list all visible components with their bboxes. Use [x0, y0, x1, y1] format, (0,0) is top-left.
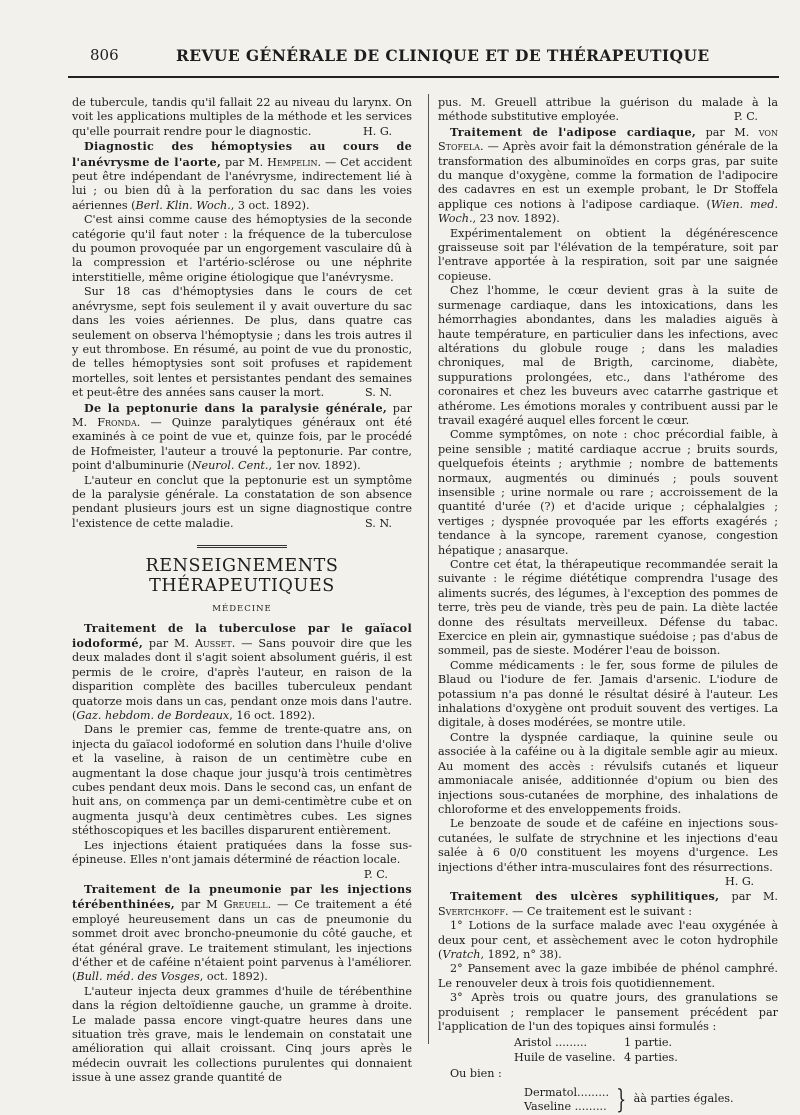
citation: Neurol. Cent. [191, 459, 269, 473]
section-separator [197, 545, 287, 550]
formula-ingredient: Dermatol......... [524, 1085, 610, 1099]
section-title: RENSEIGNEMENTS THÉRAPEUTIQUES [145, 556, 339, 597]
paragraph: Contre cet état, la thérapeutique recommandée serait la suivante : le régime diététique comprendra l'usage des aliments sucrés, des légumes, à l'exception des pommes de terre, très peu de viande, très peu de pain. La diète lactée donne des résultats merveilleux. Défense du tabac. Exercice en plein air, gymnastique suédoise ; pas d'abus de sommeil, pas de sieste. Modérer l'eau de boisson. [438, 558, 778, 658]
formula-ingredient: Aristol ......... [514, 1036, 588, 1050]
author: Hempelin. [267, 155, 322, 169]
article-title: Traitement de la pneumonie par les injections térébenthinées, [72, 881, 412, 912]
article-gaiacol: Traitement de la tuberculose par le gaïacol iodoformé, par M. Ausset. — Sans pouvoir dire que les deux malades dont il s'agit soient absolument guéris, il est permis de le croire, d'après l'auteur, en raison de la disparition complète des bacilles tuberculeux pendant quatorze mois dans un cas, pendant onze mois dans l'autre. (Gaz. hebdom. de Bordeaux, 16 oct. 1892). [72, 620, 412, 723]
page-header [80, 44, 780, 74]
paragraph: Expérimentalement on obtient la dégénérescence graisseuse soit par l'élévation de la température, soit par l'entrave apportée à la respiration, soit par une saignée copieuse. [438, 226, 778, 283]
formula-ingredient: Vaseline ......... [524, 1099, 607, 1113]
paragraph: de tubercule, tandis qu'il fallait 22 au niveau du larynx. On voit les applications multiples de la méthode et les services qu'elle pourrait rendre pour le diagnostic. H. G. [72, 96, 412, 138]
running-title: REVUE GÉNÉRALE DE CLINIQUE ET DE THÉRAPEUTIQUE [176, 46, 710, 65]
left-column [72, 96, 412, 1086]
author: Svertchkoff. [438, 904, 509, 918]
citation: Bull. méd. des Vosges [76, 970, 200, 984]
citation: Wien. med. Woch. [438, 197, 778, 226]
signature: S. N. [364, 516, 392, 530]
formula-ingredient: Huile de vaseline. [514, 1050, 616, 1064]
author: Fronda. [97, 415, 141, 429]
article-title: Diagnostic des hémoptysies au cours de l'anévrysme de l'aorte, [72, 139, 412, 169]
paragraph: Contre la dyspnée cardiaque, la quinine seule ou associée à la caféine ou à la digitale semble agir au mieux. Au moment des accès : révulsifs cutanés et liqueur ammoniacale anisée, additionnée d'opium ou bien des injections sous-cutanées de morphine, des inhalations de chloroforme et des enveloppements froids. [438, 730, 778, 816]
brace-symbol: } [616, 1084, 627, 1115]
paragraph: Sur 18 cas d'hémoptysies dans le cours de cet anévrysme, sept fois seulement il y avait ouverture du sac dans les voies aériennes. De plus, dans quatre cas seulement on observa l'hémoptysie ; dans les trois autres il y eut thrombose. En résumé, au point de vue du pronostic, de telles hémoptysies sont soit profuses et rapidement mortelles, soit lentes et persistantes pendant des semaines et peut-être des années sans causer la mort. S. N. [72, 285, 412, 400]
author: Ausset. [194, 637, 236, 650]
article-adipose-cardiaque: Traitement de l'adipose cardiaque, par M. von Stofela. — Après avoir fait la démonstration générale de la transformation des albuminoïdes en corps gras, par suite du manque d'oxygène, comme la formation de l'adipocire des cadavres en est un exemple probant, le Dr Stoffela applique ces notions à l'adipose cardiaque. (Wien. med. Woch., 23 nov. 1892). [438, 124, 778, 226]
article-ulceres-syphilitiques: Traitement des ulcères syphilitiques, par M. Svertchkoff. — Ce traitement est le suivant : [438, 889, 778, 918]
paragraph: Comme médicaments : le fer, sous forme de pilules de Blaud ou l'iodure de fer. Jamais d'arsenic. L'iodure de potassium n'a pas donné le résultat désiré à l'auteur. Les inhalations d'oxygène ont produit souvent des vertiges. La digitale, à doses modérées, se montre utile. [438, 658, 778, 730]
author: Greuell. [223, 898, 272, 912]
paragraph: Les injections étaient pratiquées dans la fosse sus-épineuse. Elles n'ont jamais déterminé de réaction locale. [72, 838, 412, 867]
article-pneumonie: Traitement de la pneumonie par les injections térébenthinées, par M Greuell. — Ce traitement a été employé heureusement dans un cas de pneumonie du sommet droit avec broncho-pneumonie du côté gauche, et état général grave. Le traitement stimulant, les injections d'éther et de caféine n'étaient point parvenus à l'améliorer. (Bull. méd. des Vosges, oct. 1892). [72, 881, 412, 984]
article-peptonurie: De la peptonurie dans la paralysie générale, par M. Fronda. — Quinze paralytiques généraux ont été examinés à ce point de vue et, quinze fois, par le procédé de Hofmeister, l'auteur a trouvé la peptonurie. Par contre, point d'albuminurie (Neurol. Cent., 1er nov. 1892). [72, 400, 412, 473]
author: von Stofela. [438, 125, 778, 154]
paragraph: Dans le premier cas, femme de trente-quatre ans, on injecta du gaïacol iodoformé en solution dans l'huile d'olive et la vaseline, à raison de un centimètre cube en augmentant la dose chaque jour jusqu'à trois centimètres cubes pendant deux mois. Dans le second cas, un enfant de huit ans, on commença par un demi-centimètre cube et on augmenta jusqu'à deux centimètres cubes. Les signes stéthoscopiques et les bacilles disparurent entièrement. [72, 723, 412, 838]
article-title: Traitement de la tuberculose par le gaïacol iodoformé, [72, 620, 412, 650]
header-rule [68, 76, 779, 78]
signature: H. G. [363, 124, 392, 138]
paragraph: L'auteur injecta deux grammes d'huile de térébenthine dans la région deltoïdienne gauche, un gramme à droite. Le malade passa encore vingt-quatre heures dans une situation très grave, mais le lendemain on constatait une amélioration qui allait croissant. Cinq jours après le médecin ouvrait les collections purulentes qui donnaient issue à une assez grande quantité de [72, 984, 412, 1085]
formula-dermatol [524, 1086, 778, 1114]
right-column [438, 96, 778, 1114]
paragraph: Comme symptômes, on note : choc précordial faible, à peine sensible ; matité cardiaque accrue ; bruits sourds, quelquefois éteints ; arythmie ; nombre de battements normaux, augmentés ou diminués ; pouls souvent insensible ; urine normale ou rare ; accroissement de la quantité d'urée (?) et d'acide urique ; céphalalgies ; vertiges ; dyspnée provoquée par les efforts exagérés ; tendance à la syncope, rarement cyanose, congestion hépatique ; anasarque. [438, 428, 778, 557]
citation: Vratch [442, 947, 481, 961]
formula-quantity: 1 partie. [624, 1036, 673, 1050]
section-subtitle: MÉDECINE [212, 604, 272, 615]
formula-aristol [514, 1036, 778, 1065]
paragraph: L'auteur en conclut que la peptonurie est un symptôme de la paralysie générale. La constatation de son absence pendant plusieurs jours est un signe diagnostique contre l'existence de cette maladie. S. N. [72, 473, 412, 530]
paragraph: Le benzoate de soude et de caféine en injections sous-cutanées, le sulfate de strychnine et les injections d'eau salée à 6 0/0 constituent les moyens d'urgence. Les injections d'éther intra-musculaires font des résurrections. [438, 817, 778, 874]
paragraph: C'est ainsi comme cause des hémoptysies de la seconde catégorie qu'il faut noter : la fréquence de la tuberculose du poumon provoquée par un engorgement vasculaire dû à la compression et l'artério-sclérose ou une néphrite interstitielle, même origine étiologique que l'anévrysme. [72, 213, 412, 284]
column-divider [428, 94, 429, 1044]
list-item: 3° Après trois ou quatre jours, des granulations se produisent ; remplacer le pansement précédent par l'application de l'un des topiques ainsi formulés : [438, 991, 778, 1033]
signature: P. C. [733, 110, 758, 124]
formula-quantity: 4 parties. [624, 1050, 678, 1064]
signature: P. C. [363, 867, 388, 881]
article-title: Traitement de l'adipose cardiaque, [450, 124, 697, 139]
page-number: 806 [90, 46, 119, 64]
list-item: 1° Lotions de la surface malade avec l'eau oxygénée à deux pour cent, et assèchement avec le coton hydrophile (Vratch, 1892, n° 38). [438, 919, 778, 961]
citation: Gaz. hebdom. de Bordeaux [76, 709, 230, 723]
signature: H. G. [725, 874, 754, 888]
formula-quantity: àà parties égales. [633, 1092, 734, 1106]
signature: S. N. [364, 386, 392, 400]
article-title: Traitement des ulcères syphilitiques, [450, 889, 720, 904]
or-label: Ou bien : [450, 1067, 502, 1081]
paragraph: pus. M. Greuell attribue la guérison du malade à la méthode substitutive employée. P. C. [438, 96, 778, 124]
citation: Berl. Klin. Woch. [135, 198, 231, 212]
list-item: 2° Pansement avec la gaze imbibée de phénol camphré. Le renouveler deux à trois fois quotidiennement. [438, 962, 778, 990]
paragraph: Chez l'homme, le cœur devient gras à la suite de surmenage cardiaque, dans les intoxications, dans les hémorrhagies abondantes, dans les maladies aiguës à haute température, en particulier dans les infections, avec altérations du globule rouge ; dans les maladies chroniques, mal de Brigth, carcinome, diabète, suppurations prolongées, etc., dans l'athérome des coronaires et chez les buveurs avec catarrhe gastrique et athérome. Les émotions morales y contribuent aussi par le travail exagéré auquel elles forcent le cœur. [438, 284, 778, 427]
article-title: De la peptonurie dans la paralysie générale, [84, 400, 388, 415]
article-diagnostic-hemoptysies: Diagnostic des hémoptysies au cours de l'anévrysme de l'aorte, par M. Hempelin. — Cet accident peut être indépendant de l'anévrysme, indirectement lié à lui ; ou bien dû à la perforation du sac dans les voies aériennes (Berl. Klin. Woch., 3 oct. 1892). [72, 139, 412, 212]
